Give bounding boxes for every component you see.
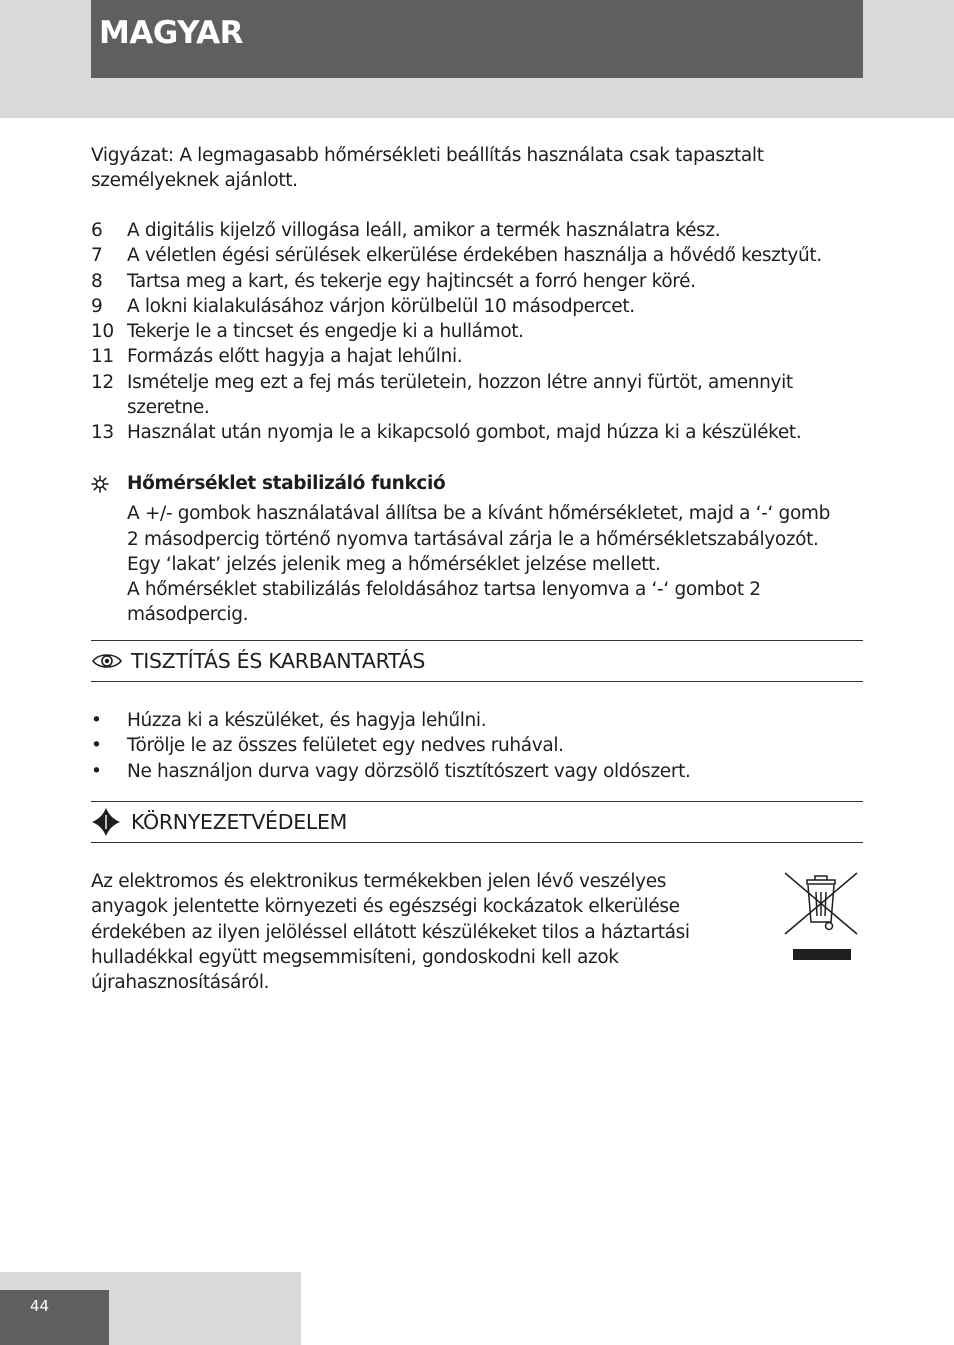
- step-number: 6: [91, 220, 103, 241]
- bullet: •: [91, 710, 102, 731]
- list-text: Ne használjon durva vagy dörzsölő tisztítószert vagy oldószert.: [127, 760, 691, 782]
- page-number-box: [0, 1290, 109, 1345]
- feature-line: A hőmérséklet stabilizálás feloldásához tartsa lenyomva a ‘-‘ gombot 2: [127, 579, 761, 601]
- list-item: [91, 344, 863, 369]
- feature-line: A +/- gombok használatával állítsa be a kívánt hőmérsékletet, majd a ‘-‘ gomb: [127, 503, 830, 525]
- list-item: [91, 269, 863, 294]
- list-item: [91, 243, 863, 268]
- feature-title: Hőmérséklet stabilizáló funkció: [127, 473, 446, 494]
- cleaning-section-header: [91, 640, 863, 682]
- step-number: 13: [91, 422, 114, 444]
- step-number: 9: [91, 295, 103, 317]
- step-text: A digitális kijelző villogása leáll, amikor a termék használatra kész.: [127, 220, 721, 241]
- temperature-lock-feature: [91, 471, 863, 628]
- step-number: 11: [91, 346, 114, 368]
- page-title: MAGYAR: [99, 15, 243, 51]
- paragraph-line: újrahasznosításáról.: [91, 972, 270, 994]
- section-title: KÖRNYEZETVÉDELEM: [131, 810, 348, 834]
- step-number: 8: [91, 270, 103, 292]
- list-text: Törölje le az összes felületet egy nedves ruhával.: [127, 735, 564, 757]
- step-text: [127, 370, 863, 421]
- step-text: A lokni kialakulásához várjon körülbelül 10 másodpercet.: [127, 295, 635, 317]
- step-text: Tekerje le a tincset és engedje ki a hullámot.: [127, 321, 524, 343]
- list-item: [91, 294, 863, 319]
- environment-paragraph: [91, 869, 751, 995]
- list-text: Húzza ki a készüléket, és hagyja lehűlni.: [127, 710, 487, 731]
- paragraph-line: érdekében az ilyen jelöléssel ellátott készülékeket tilos a háztartási: [91, 921, 690, 943]
- warning-line: Vigyázat: A legmagasabb hőmérsékleti beállítás használata csak tapasztalt: [91, 145, 764, 166]
- list-item: [91, 708, 863, 733]
- warning-paragraph: [91, 143, 863, 194]
- steps-list: [91, 218, 863, 446]
- step-text-line: szeretne.: [127, 397, 210, 419]
- list-item: [91, 370, 863, 421]
- step-text: Tartsa meg a kart, és tekerje egy hajtincsét a forró henger köré.: [127, 270, 696, 292]
- step-text: Használat után nyomja le a kikapcsoló gombot, majd húzza ki a készüléket.: [127, 422, 802, 444]
- warning-line: személyeknek ajánlott.: [91, 170, 298, 192]
- list-item: [91, 759, 863, 784]
- step-number: 12: [91, 371, 114, 393]
- leaf-icon: [91, 807, 131, 837]
- bullet: •: [91, 760, 102, 782]
- list-item: [91, 733, 863, 758]
- paragraph-line: anyagok jelentette környezeti és egészségi kockázatok elkerülése: [91, 896, 680, 918]
- feature-title-row: [91, 471, 863, 501]
- section-title: TISZTÍTÁS ÉS KARBANTARTÁS: [131, 649, 426, 673]
- indent-spacer: [91, 501, 127, 627]
- step-text-line: Ismételje meg ezt a fej más területein, hozzon létre annyi fürtöt, amennyit: [127, 371, 793, 393]
- list-item: [91, 420, 863, 445]
- bullet: •: [91, 735, 102, 757]
- paragraph-line: hulladékkal együtt megsemmisíteni, gondoskodni kell azok: [91, 946, 619, 968]
- crossed-out-wheelie-bin-icon: [783, 870, 859, 962]
- page-number: 44: [30, 1297, 50, 1315]
- step-text: A véletlen égési sérülések elkerülése érdekében használja a hővédő kesztyűt.: [127, 245, 822, 267]
- step-number: 10: [91, 321, 114, 343]
- list-item: [91, 319, 863, 344]
- eye-icon: [91, 651, 131, 671]
- step-text: Formázás előtt hagyja a hajat lehűlni.: [127, 346, 463, 368]
- feature-line: 2 másodpercig történő nyomva tartásával zárja le a hőmérsékletszabályozót.: [127, 528, 819, 550]
- environment-section-header: [91, 801, 863, 843]
- paragraph-line: Az elektromos és elektronikus termékekben jelen lévő veszélyes: [91, 871, 667, 892]
- list-item: [91, 218, 863, 243]
- step-number: 7: [91, 245, 103, 267]
- cleaning-list: [91, 708, 863, 784]
- feature-line: Egy ‘lakat’ jelzés jelenik meg a hőmérséklet jelzése mellett.: [127, 553, 661, 575]
- sun-icon: [91, 471, 127, 501]
- feature-body: [127, 501, 863, 627]
- language-header: [91, 0, 863, 78]
- feature-line: másodpercig.: [127, 604, 249, 626]
- feature-body-row: [91, 501, 863, 627]
